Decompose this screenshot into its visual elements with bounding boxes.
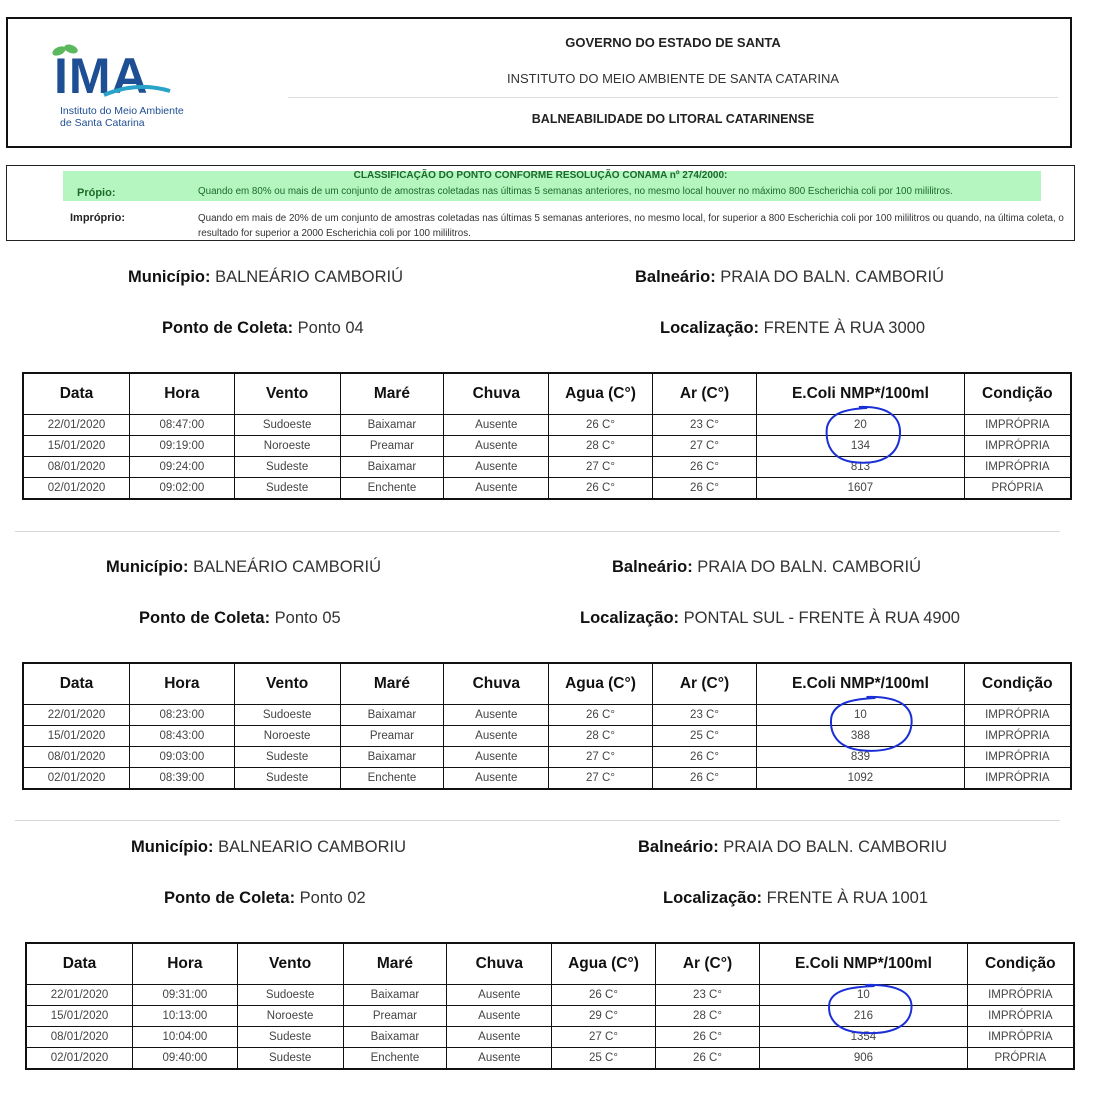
ponto-field-label: Ponto de Coleta: bbox=[162, 319, 298, 337]
table-cell: Sudeste bbox=[234, 478, 340, 500]
table-cell: Baixamar bbox=[340, 747, 444, 768]
table-cell: Preamar bbox=[340, 726, 444, 747]
column-header: Maré bbox=[340, 373, 444, 415]
table-cell: 26 C° bbox=[652, 747, 756, 768]
table-cell: Baixamar bbox=[340, 415, 444, 436]
table-cell: 09:40:00 bbox=[132, 1048, 237, 1070]
table-cell: Baixamar bbox=[343, 1027, 447, 1048]
table-cell: 10 bbox=[760, 985, 967, 1006]
column-header: Chuva bbox=[444, 373, 549, 415]
propio-label: Própio: bbox=[77, 187, 116, 199]
table-cell: 08:47:00 bbox=[129, 415, 234, 436]
column-header: Maré bbox=[343, 943, 447, 985]
table-cell: Noroeste bbox=[237, 1006, 343, 1027]
table-cell: 08:43:00 bbox=[129, 726, 234, 747]
column-header: Hora bbox=[132, 943, 237, 985]
table-cell: 28 C° bbox=[655, 1006, 759, 1027]
results-table bbox=[25, 942, 1075, 1070]
column-header: E.Coli NMP*/100ml bbox=[757, 663, 964, 705]
table-cell: 29 C° bbox=[552, 1006, 656, 1027]
balneario-field-label: Balneário: bbox=[635, 268, 721, 286]
header-government: GOVERNO DO ESTADO DE SANTA bbox=[565, 35, 781, 50]
table-row bbox=[23, 478, 1071, 500]
column-header: Condição bbox=[964, 373, 1071, 415]
column-header: Data bbox=[23, 373, 129, 415]
table-cell: 22/01/2020 bbox=[23, 705, 129, 726]
table-cell: 22/01/2020 bbox=[26, 985, 132, 1006]
table-cell: 26 C° bbox=[549, 478, 653, 500]
table-cell: Preamar bbox=[343, 1006, 447, 1027]
column-header: Condição bbox=[967, 943, 1074, 985]
table-cell: IMPRÓPRIA bbox=[964, 436, 1071, 457]
municipio-field-label: Município: bbox=[131, 838, 219, 856]
table-cell: 906 bbox=[760, 1048, 967, 1070]
section-divider bbox=[15, 531, 1060, 532]
localizacao-field-value: FRENTE À RUA 1001 bbox=[766, 889, 929, 907]
header-institute: INSTITUTO DO MEIO AMBIENTE DE SANTA CATARINA bbox=[506, 71, 840, 86]
ponto-field-label: Ponto de Coleta: bbox=[139, 609, 275, 627]
table-cell: 25 C° bbox=[652, 726, 756, 747]
table-cell: 09:24:00 bbox=[129, 457, 234, 478]
column-header: Vento bbox=[237, 943, 343, 985]
table-cell: Ausente bbox=[444, 747, 549, 768]
table-cell: 26 C° bbox=[549, 415, 653, 436]
table-row bbox=[23, 457, 1071, 478]
table-header-row bbox=[26, 943, 1074, 985]
ponto-field-value: Ponto 05 bbox=[274, 609, 341, 627]
table-cell: Enchente bbox=[343, 1048, 447, 1070]
table-cell: 1607 bbox=[757, 478, 964, 500]
ponto-field-value: Ponto 04 bbox=[297, 319, 364, 337]
report-header bbox=[6, 17, 1072, 148]
municipio-field-value: BALNEARIO CAMBORIU bbox=[218, 838, 407, 856]
ponto-field bbox=[164, 889, 366, 908]
table-cell: Sudeste bbox=[237, 1048, 343, 1070]
table-cell: 388 bbox=[757, 726, 964, 747]
column-header: Vento bbox=[234, 663, 340, 705]
improprio-label: Impróprio: bbox=[70, 212, 125, 224]
table-cell: 23 C° bbox=[655, 985, 759, 1006]
table-cell: 216 bbox=[760, 1006, 967, 1027]
table-row bbox=[23, 726, 1071, 747]
table-cell: 23 C° bbox=[652, 415, 756, 436]
table-row bbox=[23, 705, 1071, 726]
column-header: Data bbox=[26, 943, 132, 985]
column-header: Agua (C°) bbox=[552, 943, 656, 985]
table-row bbox=[23, 747, 1071, 768]
table-cell: 27 C° bbox=[652, 436, 756, 457]
table-cell: 26 C° bbox=[655, 1027, 759, 1048]
table-cell: Ausente bbox=[444, 768, 549, 790]
table-cell: 09:03:00 bbox=[129, 747, 234, 768]
table-row bbox=[26, 1048, 1074, 1070]
column-header: Ar (C°) bbox=[652, 663, 756, 705]
column-header: Chuva bbox=[447, 943, 552, 985]
table-cell: IMPRÓPRIA bbox=[964, 768, 1071, 790]
header-divider bbox=[288, 97, 1058, 98]
table-cell: Ausente bbox=[444, 457, 549, 478]
table-cell: 09:31:00 bbox=[132, 985, 237, 1006]
table-cell: IMPRÓPRIA bbox=[964, 415, 1071, 436]
localizacao-field-label: Localização: bbox=[663, 889, 767, 907]
table-cell: 26 C° bbox=[549, 705, 653, 726]
localizacao-field bbox=[660, 319, 925, 338]
section-divider bbox=[15, 820, 1060, 821]
municipio-field-label: Município: bbox=[128, 268, 216, 286]
column-header: Hora bbox=[129, 663, 234, 705]
table-cell: IMPRÓPRIA bbox=[967, 1027, 1074, 1048]
ponto-field-value: Ponto 02 bbox=[299, 889, 366, 907]
table-cell: Baixamar bbox=[340, 705, 444, 726]
table-cell: Ausente bbox=[447, 985, 552, 1006]
column-header: Data bbox=[23, 663, 129, 705]
balneario-field bbox=[638, 838, 947, 857]
table-cell: IMPRÓPRIA bbox=[964, 705, 1071, 726]
localizacao-field-label: Localização: bbox=[580, 609, 684, 627]
table-cell: Ausente bbox=[444, 436, 549, 457]
table-cell: 08:39:00 bbox=[129, 768, 234, 790]
column-header: Condição bbox=[964, 663, 1071, 705]
balneario-field-label: Balneário: bbox=[612, 558, 698, 576]
table-cell: 839 bbox=[757, 747, 964, 768]
table-row bbox=[26, 1027, 1074, 1048]
ima-logo bbox=[46, 43, 206, 133]
table-cell: Noroeste bbox=[234, 436, 340, 457]
table-cell: 23 C° bbox=[652, 705, 756, 726]
table-cell: 26 C° bbox=[552, 985, 656, 1006]
table-cell: 28 C° bbox=[549, 436, 653, 457]
column-header: Agua (C°) bbox=[549, 663, 653, 705]
column-header: Hora bbox=[129, 373, 234, 415]
classification-title: CLASSIFICAÇÃO DO PONTO CONFORME RESOLUÇÃO CONAMA nº 274/2000: bbox=[353, 170, 728, 181]
ponto-field-label: Ponto de Coleta: bbox=[164, 889, 300, 907]
table-cell: 08:23:00 bbox=[129, 705, 234, 726]
table-cell: Sudeste bbox=[234, 747, 340, 768]
table-cell: 26 C° bbox=[655, 1048, 759, 1070]
column-header: E.Coli NMP*/100ml bbox=[757, 373, 964, 415]
results-table bbox=[22, 662, 1072, 790]
table-row bbox=[23, 768, 1071, 790]
table-cell: 10 bbox=[757, 705, 964, 726]
balneario-field-label: Balneário: bbox=[638, 838, 724, 856]
table-cell: 25 C° bbox=[552, 1048, 656, 1070]
table-cell: 26 C° bbox=[652, 768, 756, 790]
table-cell: 09:02:00 bbox=[129, 478, 234, 500]
localizacao-field-label: Localização: bbox=[660, 319, 764, 337]
table-cell: 15/01/2020 bbox=[23, 726, 129, 747]
table-cell: 08/01/2020 bbox=[23, 457, 129, 478]
balneario-field bbox=[635, 268, 944, 287]
table-header-row bbox=[23, 373, 1071, 415]
table-cell: IMPRÓPRIA bbox=[964, 726, 1071, 747]
table-cell: Ausente bbox=[447, 1006, 552, 1027]
table-cell: 15/01/2020 bbox=[23, 436, 129, 457]
table-cell: 134 bbox=[757, 436, 964, 457]
table-cell: Enchente bbox=[340, 478, 444, 500]
balneario-field bbox=[612, 558, 921, 577]
table-cell: Ausente bbox=[444, 726, 549, 747]
municipio-field-value: BALNEÁRIO CAMBORIÚ bbox=[215, 268, 404, 286]
table-cell: Preamar bbox=[340, 436, 444, 457]
propio-text: Quando em 80% ou mais de um conjunto de amostras coletadas nas últimas 5 semanas anteriores, no mesmo local houver no máximo 800 Escherichia coli por 100 mililitros. bbox=[198, 186, 953, 197]
swoosh-icon bbox=[102, 81, 172, 99]
column-header: Chuva bbox=[444, 663, 549, 705]
table-header-row bbox=[23, 663, 1071, 705]
column-header: Ar (C°) bbox=[652, 373, 756, 415]
table-cell: 09:19:00 bbox=[129, 436, 234, 457]
table-cell: 26 C° bbox=[652, 478, 756, 500]
localizacao-field-value: PONTAL SUL - FRENTE À RUA 4900 bbox=[683, 609, 960, 627]
table-cell: Sudeste bbox=[237, 1027, 343, 1048]
table-row bbox=[23, 436, 1071, 457]
balneario-field-value: PRAIA DO BALN. CAMBORIU bbox=[723, 838, 947, 856]
table-cell: 22/01/2020 bbox=[23, 415, 129, 436]
table-cell: 08/01/2020 bbox=[23, 747, 129, 768]
table-cell: 20 bbox=[757, 415, 964, 436]
table-cell: 02/01/2020 bbox=[26, 1048, 132, 1070]
table-row bbox=[23, 415, 1071, 436]
table-cell: PRÓPRIA bbox=[964, 478, 1071, 500]
improprio-text: Quando em mais de 20% de um conjunto de amostras coletadas nas últimas 5 semanas anteriores, no mesmo local, for superior a 800 Escherichia coli por 100 mililitros ou quando, na última coleta, o resultado for superior a 2000 Escherichia coli por 100 mililitros. bbox=[198, 213, 1064, 239]
table-cell: Enchente bbox=[340, 768, 444, 790]
table-row bbox=[26, 985, 1074, 1006]
table-cell: PRÓPRIA bbox=[967, 1048, 1074, 1070]
table-cell: 15/01/2020 bbox=[26, 1006, 132, 1027]
table-cell: IMPRÓPRIA bbox=[967, 1006, 1074, 1027]
results-table bbox=[22, 372, 1072, 500]
column-header: Maré bbox=[340, 663, 444, 705]
table-cell: Baixamar bbox=[343, 985, 447, 1006]
ponto-field bbox=[162, 319, 364, 338]
column-header: Ar (C°) bbox=[655, 943, 759, 985]
table-cell: 813 bbox=[757, 457, 964, 478]
table-cell: Ausente bbox=[444, 415, 549, 436]
municipio-field-value: BALNEÁRIO CAMBORIÚ bbox=[193, 558, 382, 576]
table-cell: Ausente bbox=[444, 478, 549, 500]
table-cell: 27 C° bbox=[549, 457, 653, 478]
table-cell: 1354 bbox=[760, 1027, 967, 1048]
classification-box bbox=[6, 165, 1075, 241]
table-cell: IMPRÓPRIA bbox=[964, 747, 1071, 768]
table-cell: 10:13:00 bbox=[132, 1006, 237, 1027]
table-cell: 27 C° bbox=[552, 1027, 656, 1048]
balneario-field-value: PRAIA DO BALN. CAMBORIÚ bbox=[697, 558, 921, 576]
table-row bbox=[26, 1006, 1074, 1027]
column-header: Agua (C°) bbox=[549, 373, 653, 415]
municipio-field bbox=[128, 268, 403, 287]
municipio-field-label: Município: bbox=[106, 558, 194, 576]
table-cell: Ausente bbox=[447, 1027, 552, 1048]
localizacao-field bbox=[580, 609, 960, 628]
municipio-field bbox=[131, 838, 406, 857]
localizacao-field bbox=[663, 889, 928, 908]
column-header: Vento bbox=[234, 373, 340, 415]
table-cell: Sudoeste bbox=[234, 415, 340, 436]
municipio-field bbox=[106, 558, 381, 577]
table-cell: Baixamar bbox=[340, 457, 444, 478]
table-cell: 02/01/2020 bbox=[23, 768, 129, 790]
table-cell: 28 C° bbox=[549, 726, 653, 747]
table-cell: Sudeste bbox=[234, 457, 340, 478]
table-cell: 10:04:00 bbox=[132, 1027, 237, 1048]
table-cell: Ausente bbox=[447, 1048, 552, 1070]
logo-text: IMA bbox=[54, 48, 149, 104]
table-cell: 27 C° bbox=[549, 768, 653, 790]
table-cell: Noroeste bbox=[234, 726, 340, 747]
table-cell: 27 C° bbox=[549, 747, 653, 768]
logo-subtitle: Instituto do Meio Ambiente de Santa Catarina bbox=[60, 105, 184, 129]
table-cell: 08/01/2020 bbox=[26, 1027, 132, 1048]
table-cell: 1092 bbox=[757, 768, 964, 790]
balneario-field-value: PRAIA DO BALN. CAMBORIÚ bbox=[720, 268, 944, 286]
column-header: E.Coli NMP*/100ml bbox=[760, 943, 967, 985]
table-cell: Sudoeste bbox=[237, 985, 343, 1006]
localizacao-field-value: FRENTE À RUA 3000 bbox=[763, 319, 926, 337]
table-cell: Ausente bbox=[444, 705, 549, 726]
ponto-field bbox=[139, 609, 341, 628]
table-cell: 02/01/2020 bbox=[23, 478, 129, 500]
table-cell: Sudoeste bbox=[234, 705, 340, 726]
table-cell: 26 C° bbox=[652, 457, 756, 478]
table-cell: Sudeste bbox=[234, 768, 340, 790]
table-cell: IMPRÓPRIA bbox=[967, 985, 1074, 1006]
header-report-title: BALNEABILIDADE DO LITORAL CATARINENSE bbox=[531, 112, 815, 126]
table-cell: IMPRÓPRIA bbox=[964, 457, 1071, 478]
